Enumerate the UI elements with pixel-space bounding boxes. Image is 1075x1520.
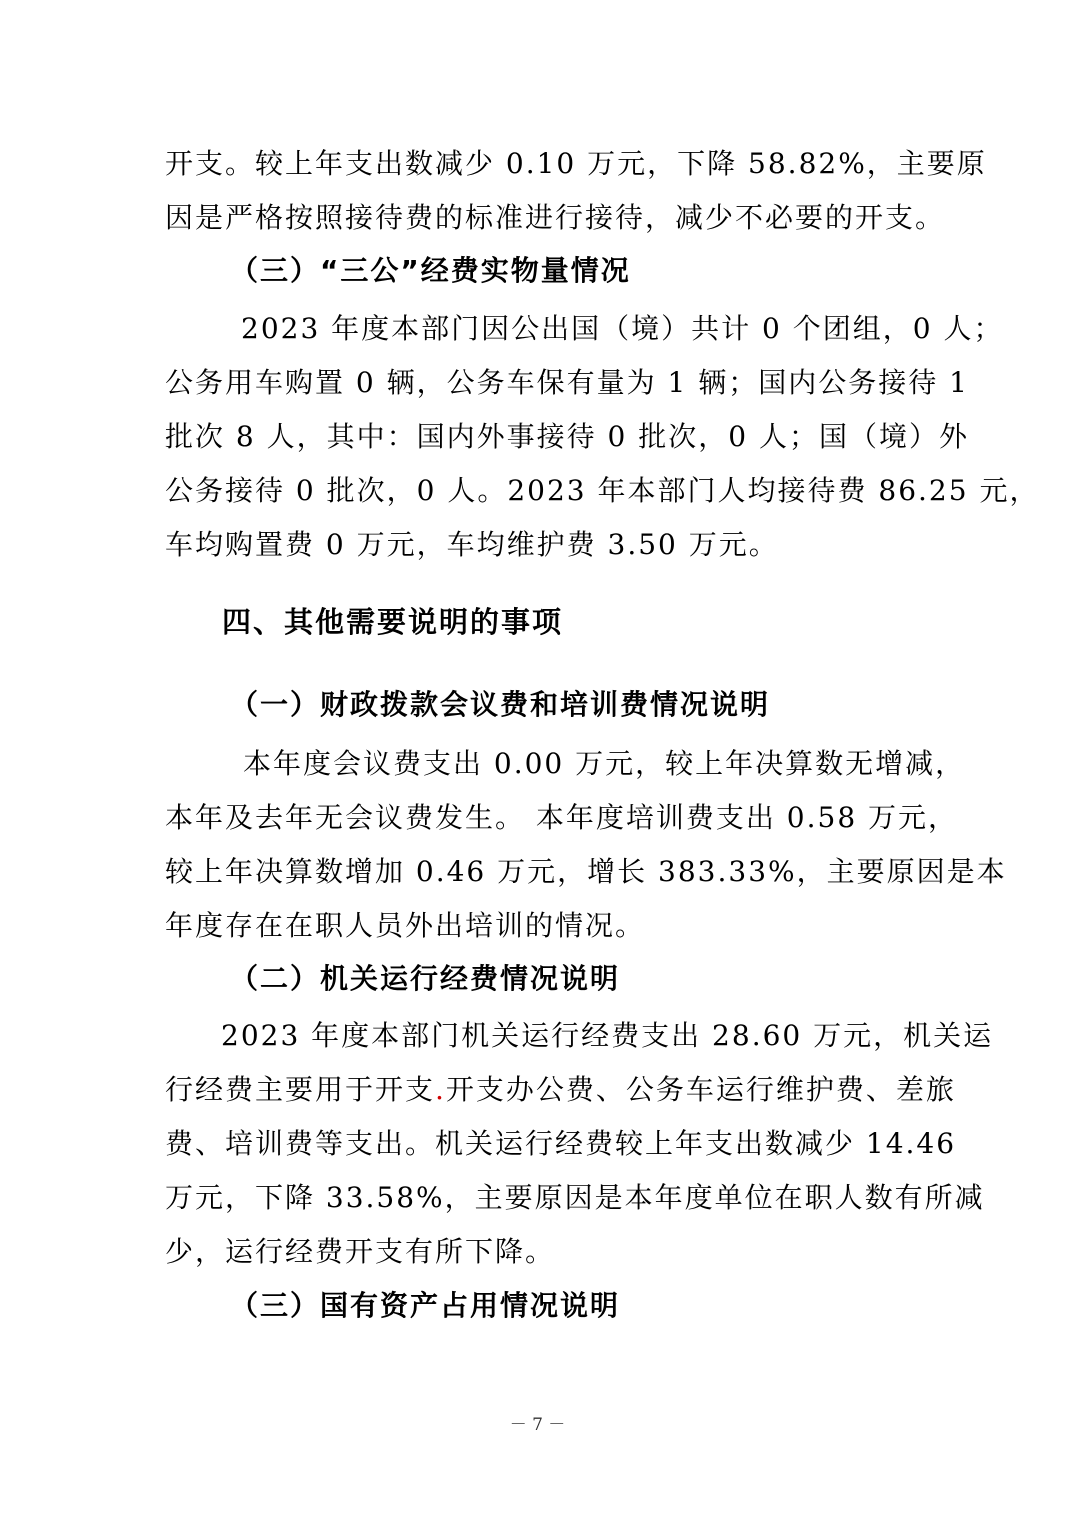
text-segment: 开支办公费、公务车运行维护费、差旅 — [445, 1073, 956, 1106]
paragraph-line: 2023 年度本部门机关运行经费支出 28.60 万元，机关运 — [221, 1019, 994, 1052]
paragraph-line: 费、培训费等支出。机关运行经费较上年支出数减少 14.46 — [165, 1127, 957, 1160]
paragraph-line: 开支。较上年支出数减少 0.10 万元，下降 58.82%，主要原 — [165, 147, 987, 180]
paragraph-line: 本年及去年无会议费发生。 本年度培训费支出 0.58 万元， — [165, 801, 959, 834]
paragraph-line: 少，运行经费开支有所下降。 — [165, 1235, 556, 1268]
heading-sangong-quantity: （三）“三公”经费实物量情况 — [230, 254, 631, 287]
paragraph-line: 万元，下降 33.58%，主要原因是本年度单位在职人数有所减 — [165, 1181, 985, 1214]
paragraph-line: 较上年决算数增加 0.46 万元，增长 383.33%，主要原因是本 — [165, 855, 1007, 888]
section-title-four: 四、其他需要说明的事项 — [222, 605, 564, 639]
paragraph-line: 2023 年度本部门因公出国（境）共计 0 个团组，0 人； — [241, 312, 1004, 345]
paragraph-line: 公务用车购置 0 辆，公务车保有量为 1 辆；国内公务接待 1 — [165, 366, 969, 399]
paragraph-line: 公务接待 0 批次，0 人。2023 年本部门人均接待费 86.25 元， — [165, 474, 1040, 507]
paragraph-line: 批次 8 人，其中：国内外事接待 0 批次，0 人；国（境）外 — [165, 420, 969, 453]
paragraph-meeting-training — [165, 737, 1007, 953]
heading-operating-costs: （二）机关运行经费情况说明 — [230, 962, 621, 995]
paragraph-line: 因是严格按照接待费的标准进行接待，减少不必要的开支。 — [165, 201, 946, 234]
text-segment: 行经费主要用于开支 — [165, 1073, 436, 1106]
heading-state-assets: （三）国有资产占用情况说明 — [230, 1289, 621, 1322]
paragraph-line — [165, 1063, 956, 1117]
paragraph-sangong-quantity — [165, 302, 1040, 572]
paragraph-operating-costs — [165, 1009, 994, 1279]
heading-meeting-training: （一）财政拨款会议费和培训费情况说明 — [230, 688, 771, 721]
paragraph-line: 车均购置费 0 万元，车均维护费 3.50 万元。 — [165, 528, 779, 561]
paragraph-reception-continuation — [165, 137, 987, 245]
paragraph-line: 本年度会议费支出 0.00 万元，较上年决算数无增减， — [243, 747, 966, 780]
red-period-mark: . — [435, 1073, 446, 1106]
paragraph-line: 年度存在在职人员外出培训的情况。 — [165, 909, 646, 942]
page-number: － 7 － — [509, 1415, 566, 1435]
